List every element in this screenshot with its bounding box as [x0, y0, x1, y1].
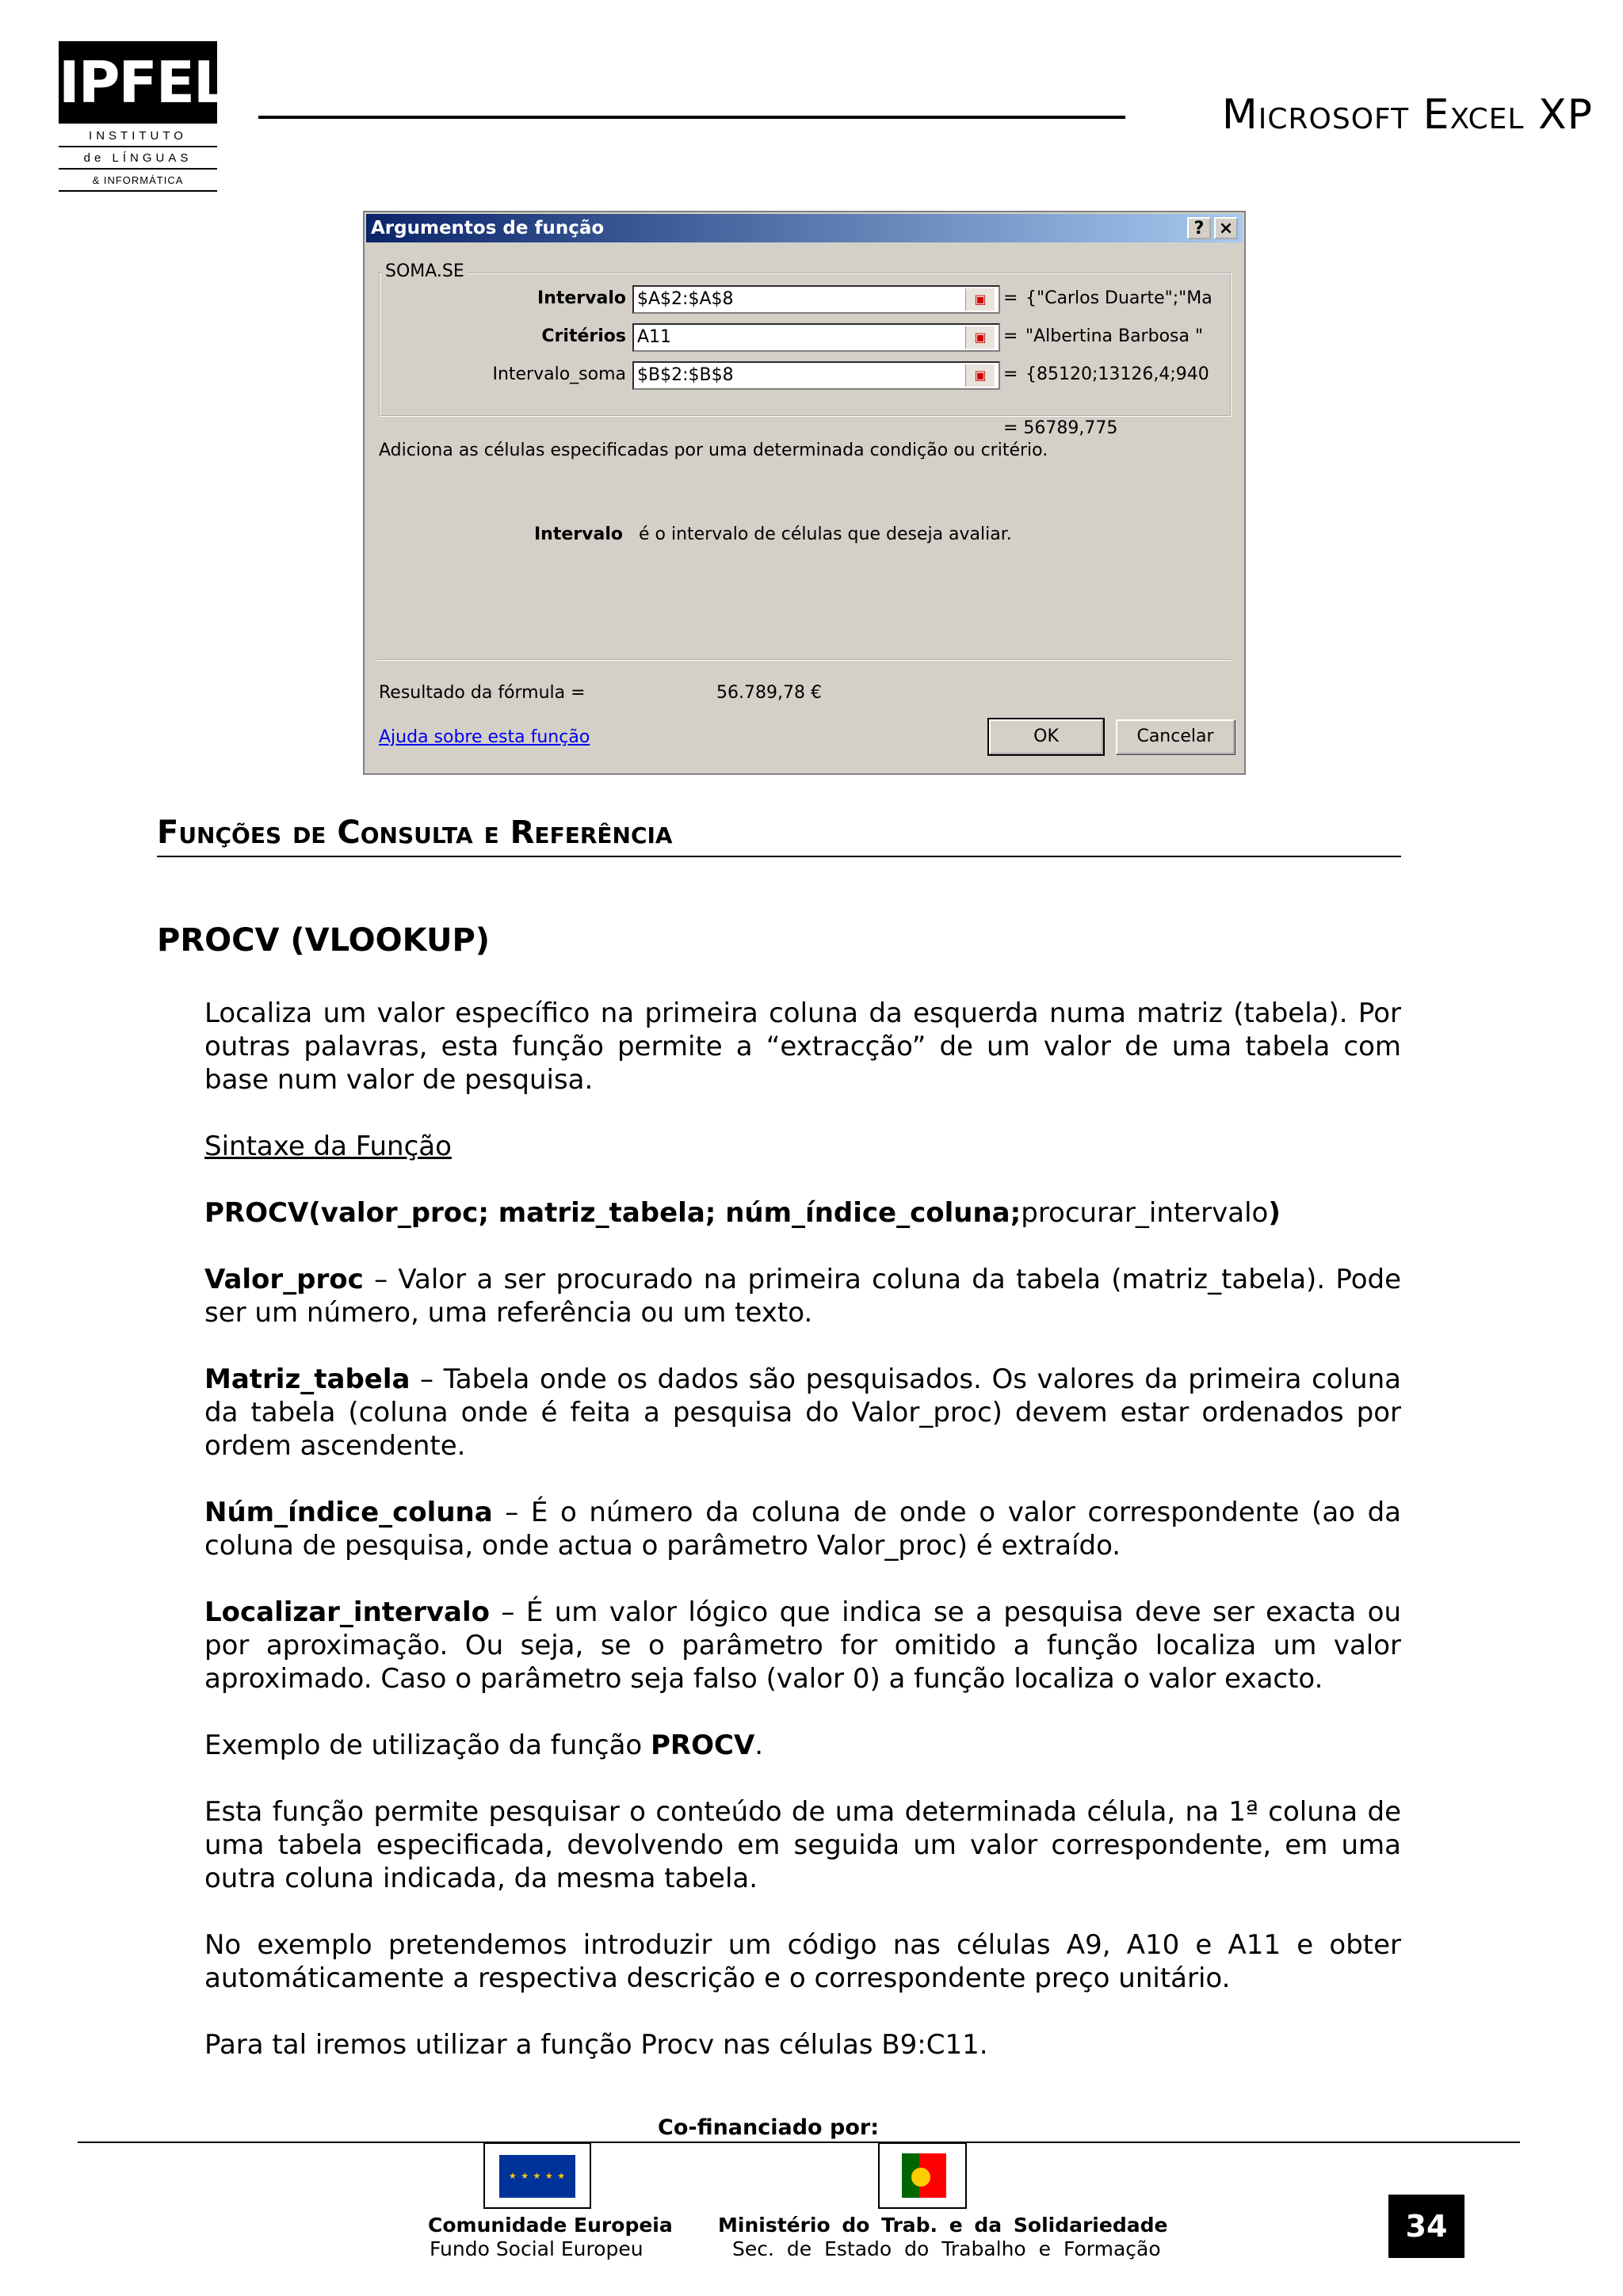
arg-input-criterios[interactable]: A11 — [632, 323, 1000, 352]
footer-secretary: Sec. de Estado do Trabalho e Formação — [732, 2237, 1161, 2260]
param-valor-proc: Valor_proc – Valor a ser procurado na primeira coluna da tabela (matriz_tabela). Pode ser um número, uma referência ou um texto. — [204, 1264, 1401, 1329]
function-explanation: Esta função permite pesquisar o conteúdo de uma determinada célula, na 1ª coluna de uma tabela especificada, devolvendo em seguida um valor correspondente, em uma outra coluna indicada, da mesma tabela. — [204, 1796, 1401, 1894]
footer-ministry: Ministério do Trab. e da Solidariedade — [718, 2214, 1168, 2237]
close-button[interactable]: × — [1214, 217, 1238, 239]
logo-line-2: de LÍNGUAS — [59, 149, 217, 170]
page-number: 34 — [1388, 2195, 1465, 2258]
logo-line-1: INSTITUTO — [59, 127, 217, 147]
logo-mark: IPFEL — [59, 41, 217, 124]
arg-input-intervalo[interactable]: $A$2:$A$8 — [632, 285, 1000, 314]
param-localizar-intervalo: Localizar_intervalo – É um valor lógico que indica se a pesquisa deve ser exacta ou por aproximação. Ou seja, se o parâmetro for omitido a função localiza um valor aproximado. Caso o parâmetro seja falso (valor 0) a função localiza o valor exacto. — [204, 1596, 1401, 1695]
arg-eq: = — [1003, 326, 1018, 346]
arg-eq: = — [1003, 288, 1018, 308]
portugal-flag-icon — [878, 2142, 967, 2209]
cancel-button[interactable]: Cancelar — [1116, 719, 1235, 754]
header-rule — [258, 116, 1125, 119]
final-paragraph: Para tal iremos utilizar a função Procv nas células B9:C11. — [204, 2029, 988, 2061]
section-title: Funções de Consulta e Referência — [157, 814, 1401, 857]
arg-label-intervalo-soma: Intervalo_soma — [492, 364, 626, 384]
function-help-link[interactable]: Ajuda sobre esta função — [379, 727, 590, 747]
arg-eq: = — [1003, 364, 1018, 384]
collapse-dialog-icon[interactable]: ▣ — [965, 326, 995, 349]
document-title: Microsoft Excel XP — [1221, 91, 1593, 139]
arg-input-intervalo-soma[interactable]: $B$2:$B$8 — [632, 361, 1000, 390]
arg-result-criterios: "Albertina Barbosa " — [1025, 326, 1204, 346]
formula-result-value: 56.789,78 € — [716, 683, 822, 703]
cofinanced-label: Co-financiado por: — [658, 2115, 879, 2140]
institute-logo — [59, 41, 228, 200]
footer-eu-fund: Fundo Social Europeu — [430, 2237, 643, 2260]
help-button[interactable]: ? — [1187, 217, 1211, 239]
arg-label-criterios: Critérios — [541, 326, 626, 346]
eu-flag-icon: ★ ★ ★ ★ ★ — [483, 2142, 591, 2209]
example-description: No exemplo pretendemos introduzir um código nas células A9, A10 e A11 e obter automáticamente a respectiva descrição e o correspondente preço unitário. — [204, 1929, 1401, 1994]
arg-help-text: é o intervalo de células que deseja avaliar. — [639, 524, 1012, 544]
syntax-title: Sintaxe da Função — [204, 1131, 452, 1162]
dialog-separator — [377, 659, 1232, 661]
example-intro: Exemplo de utilização da função PROCV. — [204, 1730, 764, 1761]
collapse-dialog-icon[interactable]: ▣ — [965, 364, 995, 387]
arg-label-intervalo: Intervalo — [537, 288, 626, 308]
group-label: SOMA.SE — [382, 261, 468, 281]
syntax-line: PROCV(valor_proc; matriz_tabela; núm_índice_coluna;procurar_intervalo) — [204, 1197, 1281, 1229]
param-num-indice-coluna: Núm_índice_coluna – É o número da coluna de onde o valor correspondente (ao da coluna de pesquisa, onde actua o parâmetro Valor_proc) é extraído. — [204, 1497, 1401, 1562]
logo-line-3: & INFORMÁTICA — [59, 171, 217, 192]
dialog-titlebar — [366, 214, 1243, 242]
footer-rule — [78, 2142, 1520, 2143]
function-arguments-dialog — [363, 211, 1246, 775]
arg-result-intervalo: {"Carlos Duarte";"Ma — [1025, 288, 1212, 308]
ok-button[interactable]: OK — [989, 719, 1103, 754]
function-description: Adiciona as células especificadas por uma determinada condição ou critério. — [379, 441, 1048, 460]
function-title: PROCV (VLOOKUP) — [157, 922, 491, 959]
formula-total: = 56789,775 — [1003, 418, 1118, 438]
arg-help-label: Intervalo — [534, 524, 623, 544]
dialog-title: Argumentos de função — [371, 218, 605, 238]
collapse-dialog-icon[interactable]: ▣ — [965, 288, 995, 311]
intro-paragraph: Localiza um valor específico na primeira coluna da esquerda numa matriz (tabela). Por outras palavras, esta função permite a “extracção” de um valor de uma tabela com base num valor de pesquisa. — [204, 997, 1401, 1096]
formula-result-label: Resultado da fórmula = — [379, 683, 586, 703]
param-matriz-tabela: Matriz_tabela – Tabela onde os dados são pesquisados. Os valores da primeira coluna da tabela (coluna onde é feita a pesquisa do Valor_proc) devem estar ordenados por ordem ascendente. — [204, 1363, 1401, 1462]
footer-eu-name: Comunidade Europeia — [428, 2214, 673, 2237]
arg-result-intervalo-soma: {85120;13126,4;940 — [1025, 364, 1209, 384]
